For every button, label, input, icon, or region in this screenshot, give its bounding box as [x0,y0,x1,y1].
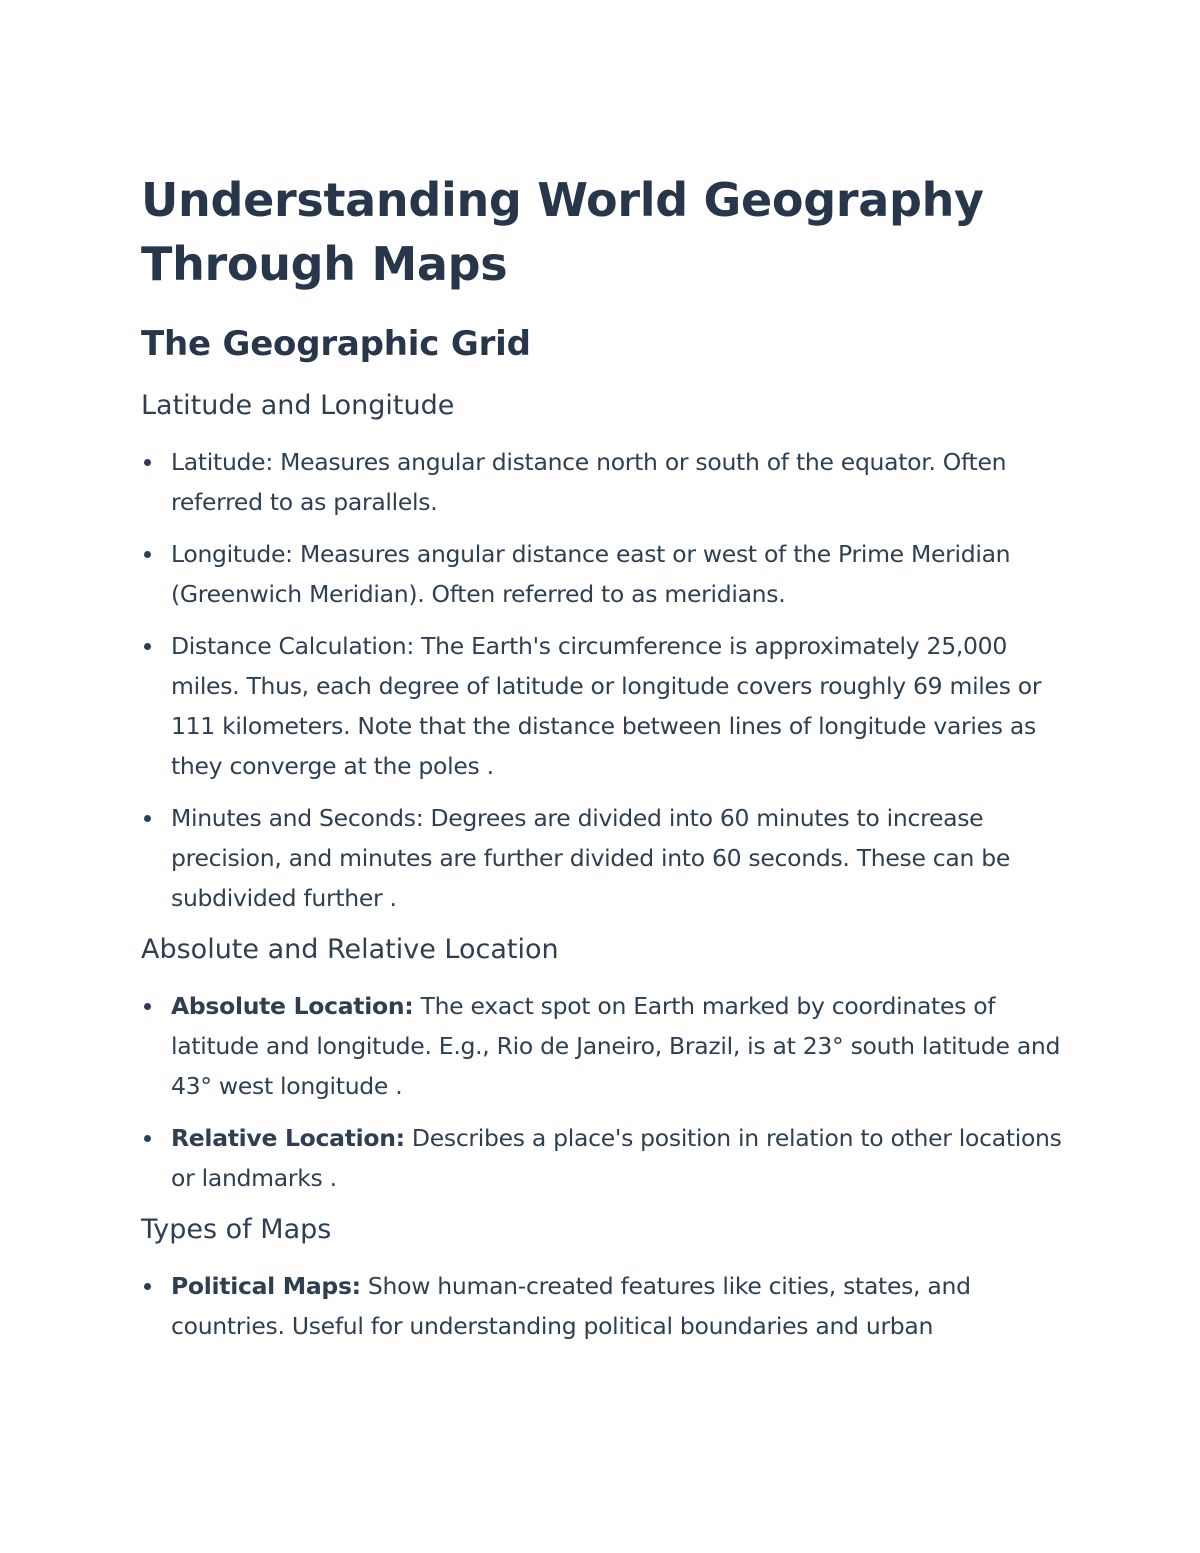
document-title: Understanding World Geography Through Maps [141,173,984,291]
subsection-heading-latitude-longitude: Latitude and Longitude [141,390,455,421]
map-types-list [141,1266,1066,1346]
subsection-heading-location: Absolute and Relative Location [141,934,559,965]
list-item-term: Absolute Location: [171,992,414,1020]
list-item-text: The exact spot on Earth marked by coordinates of latitude and longitude. E.g., Rio de Janeiro, Brazil, is at 23° south latitude and 43° west longitude . [171,992,1061,1100]
list-item [141,1266,1066,1346]
section-heading: The Geographic Grid [141,324,531,364]
list-item [141,798,1066,918]
latitude-longitude-list [141,442,1066,918]
list-item [141,986,1066,1106]
list-item-text: Latitude: Measures angular distance north or south of the equator. Often referred to as parallels. [171,448,1007,516]
document-page [141,168,1066,1358]
list-item-text: Distance Calculation: The Earth's circumference is approximately 25,000 miles. Thus, each degree of latitude or longitude covers roughly 69 miles or 111 kilometers. Note that the distance between lines of longitude varies as they converge at the poles . [171,632,1042,780]
list-item-text: Describes a place's position in relation to other locations or landmarks . [171,1124,1062,1192]
list-item [141,442,1066,522]
list-item [141,534,1066,614]
list-item-text: Show human-created features like cities, states, and countries. Useful for understanding political boundaries and urban [171,1272,971,1340]
list-item-term: Political Maps: [171,1272,361,1300]
list-item [141,1118,1066,1198]
list-item-text: Minutes and Seconds: Degrees are divided into 60 minutes to increase precision, and minutes are further divided into 60 seconds. These can be subdivided further . [171,804,1011,912]
list-item-term: Relative Location: [171,1124,405,1152]
location-list [141,986,1066,1198]
subsection-heading-map-types: Types of Maps [141,1214,332,1245]
list-item-text: Longitude: Measures angular distance east or west of the Prime Meridian (Greenwich Meridian). Often referred to as meridians. [171,540,1011,608]
list-item [141,626,1066,786]
